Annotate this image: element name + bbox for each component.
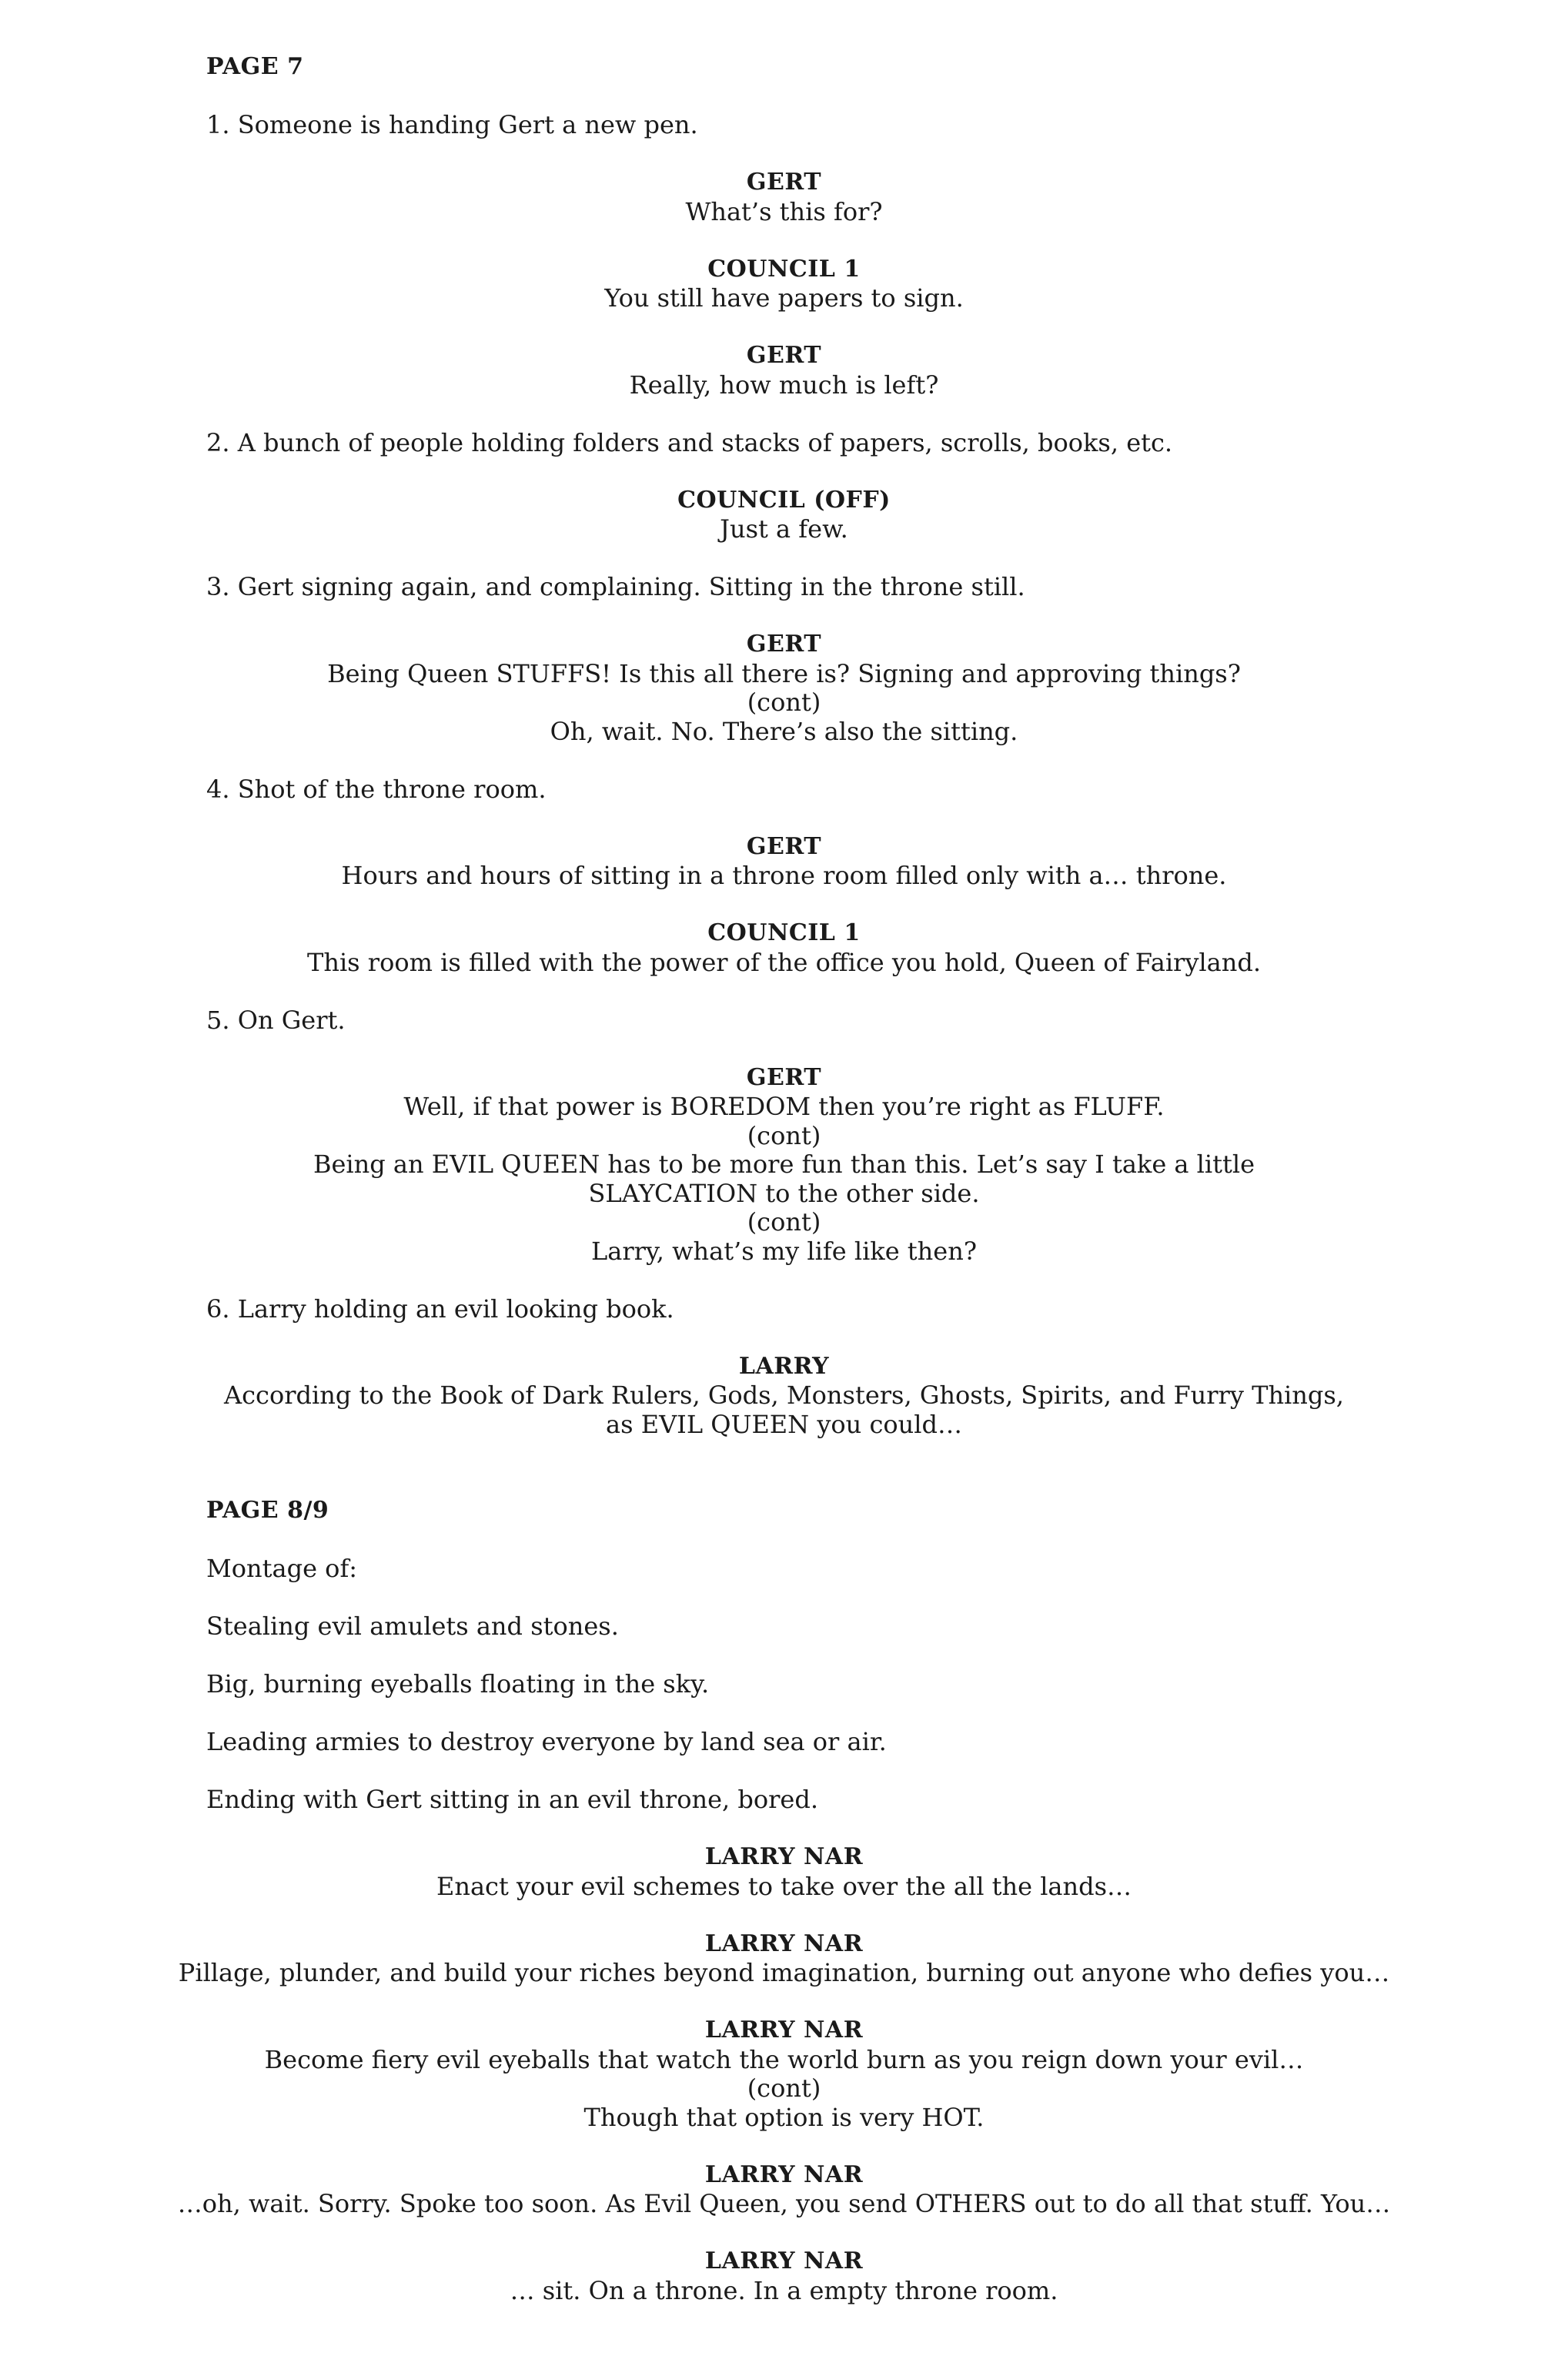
character-name: GERT [746, 833, 822, 860]
dialogue-line: Oh, wait. No. There’s also the sitting. [550, 717, 1018, 746]
action-line: 5. On Gert. [206, 1006, 346, 1035]
dialogue-line: According to the Book of Dark Rulers, Gods, Monsters, Ghosts, Spirits, and Furry Things, [224, 1381, 1344, 1410]
parenthetical: (cont) [747, 1121, 821, 1150]
action-line: Stealing evil amulets and stones. [206, 1612, 619, 1641]
action-line: 6. Larry holding an evil looking book. [206, 1294, 674, 1324]
dialogue-line: This room is filled with the power of the office you hold, Queen of Fairyland. [306, 948, 1261, 977]
character-name: GERT [746, 169, 822, 196]
dialogue-line: Become fiery evil eyeballs that watch the world burn as you reign down your evil… [264, 2045, 1304, 2074]
parenthetical: (cont) [747, 2074, 821, 2103]
page-heading: PAGE 7 [206, 53, 304, 80]
dialogue-line: Being an EVIL QUEEN has to be more fun than this. Let’s say I take a little [313, 1150, 1255, 1179]
page-heading: PAGE 8/9 [206, 1497, 329, 1524]
dialogue-line: Well, if that power is BOREDOM then you’re right as FLUFF. [403, 1092, 1165, 1121]
action-line: 4. Shot of the throne room. [206, 775, 547, 804]
dialogue-line: as EVIL QUEEN you could… [606, 1410, 962, 1439]
character-name: GERT [746, 342, 822, 369]
dialogue-line: Though that option is very HOT. [583, 2103, 985, 2132]
parenthetical: (cont) [747, 688, 821, 717]
character-name: LARRY NAR [704, 2248, 864, 2274]
dialogue-line: SLAYCATION to the other side. [588, 1179, 980, 1208]
character-name: COUNCIL 1 [707, 919, 861, 946]
action-line: Montage of: [206, 1554, 358, 1583]
character-name: LARRY NAR [704, 2017, 864, 2043]
dialogue-line: Pillage, plunder, and build your riches beyond imagination, burning out anyone who defies you… [178, 1958, 1390, 1987]
dialogue-line: Being Queen STUFFS! Is this all there is? Signing and approving things? [327, 659, 1241, 688]
character-name: LARRY NAR [704, 1930, 864, 1957]
dialogue-line: You still have papers to sign. [604, 283, 964, 313]
dialogue-line: Hours and hours of sitting in a throne room filled only with a… throne. [341, 861, 1227, 890]
parenthetical: (cont) [747, 1207, 821, 1237]
dialogue-line: Just a few. [720, 514, 848, 544]
action-line: 2. A bunch of people holding folders and stacks of papers, scrolls, books, etc. [206, 428, 1173, 457]
dialogue-line: Really, how much is left? [629, 370, 939, 400]
action-line: Ending with Gert sitting in an evil throne, bored. [206, 1785, 819, 1814]
character-name: COUNCIL (OFF) [677, 487, 891, 514]
action-line: Leading armies to destroy everyone by land sea or air. [206, 1727, 887, 1756]
dialogue-line: Enact your evil schemes to take over the all the lands… [436, 1872, 1132, 1901]
action-line: 1. Someone is handing Gert a new pen. [206, 110, 698, 139]
character-name: LARRY NAR [704, 2161, 864, 2188]
action-line: 3. Gert signing again, and complaining. Sitting in the throne still. [206, 572, 1025, 601]
dialogue-line: … sit. On a throne. In a empty throne room. [510, 2276, 1058, 2305]
dialogue-line: Larry, what’s my life like then? [591, 1237, 977, 1266]
dialogue-line: What’s this for? [685, 197, 883, 226]
character-name: LARRY [738, 1353, 830, 1380]
dialogue-line: …oh, wait. Sorry. Spoke too soon. As Evil Queen, you send OTHERS out to do all that stuff. You… [177, 2189, 1391, 2218]
character-name: GERT [746, 631, 822, 658]
action-line: Big, burning eyeballs floating in the sky. [206, 1669, 710, 1699]
character-name: COUNCIL 1 [707, 256, 861, 283]
character-name: GERT [746, 1064, 822, 1091]
character-name: LARRY NAR [704, 1843, 864, 1870]
